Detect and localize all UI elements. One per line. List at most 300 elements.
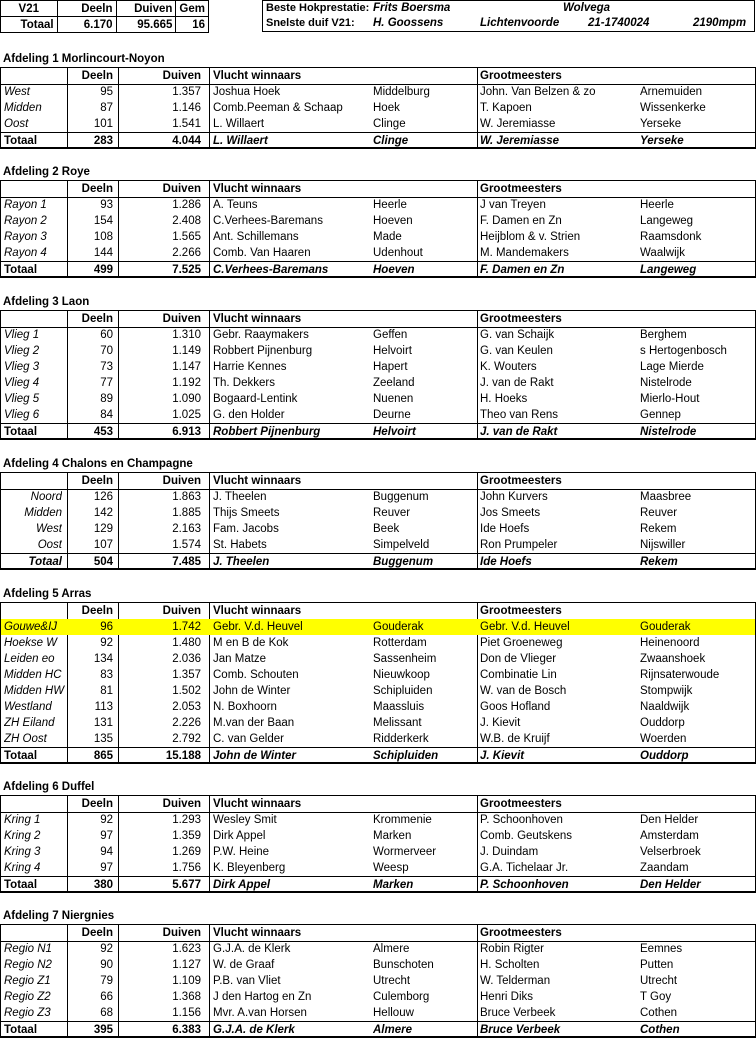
header-row [1,796,755,812]
section-table [0,602,756,764]
table-cell: Robbert Pijnenburg [213,426,321,438]
section-table [0,310,756,440]
table-cell: Culemborg [373,991,430,1003]
section-bottom-border [1,762,755,764]
table-cell: Goos Hofland [480,701,551,713]
header-row [1,925,755,941]
table-cell: 87 [100,102,113,114]
table-cell: Don de Vlieger [480,653,557,665]
table-cell: 1.574 [172,539,201,551]
table-cell: Naaldwijk [640,701,690,713]
table-row [1,327,755,343]
table-cell: 108 [93,231,113,243]
table-cell: Regio Z1 [4,975,51,987]
table-cell: Ron Prumpeler [480,539,558,551]
table-cell: 1.368 [172,991,201,1003]
table-cell: Deeln [81,475,113,487]
best-loft-label: Beste Hokprestatie: [266,2,370,14]
table-cell: Piet Groeneweg [480,637,563,649]
table-cell: Vlieg 5 [4,393,40,405]
table-cell: Bogaard-Lentink [213,393,298,405]
table-cell: 113 [94,701,113,713]
table-cell: Combinatie Lin [480,669,557,681]
table-cell: Waalwijk [640,247,685,259]
table-cell: Krommenie [373,814,432,826]
table-cell: 1.149 [172,345,201,357]
table-row [1,213,755,229]
table-cell: Weesp [373,862,409,874]
section-title: Afdeling 1 Morlincourt-Noyon [3,53,165,65]
table-cell: P.B. van Vliet [213,975,281,987]
table-cell: Putten [640,959,674,971]
table-cell: Kring 4 [4,862,41,874]
section-bottom-border [1,1036,755,1038]
table-cell: Zeeland [373,377,415,389]
table-cell: Robin Rigter [480,943,544,955]
table-cell: 283 [93,135,113,147]
table-row [1,391,755,407]
table-cell: 2.036 [172,653,201,665]
table-cell: Grootmeesters [480,927,562,939]
table-cell: Ide Hoefs [480,556,532,568]
table-cell: G.J.A. de Klerk [213,943,291,955]
table-cell: Nuenen [373,393,414,405]
fastest-place: Lichtenvoorde [480,17,560,29]
hdr-v21: V21 [1,1,58,17]
table-cell: Vlucht winnaars [213,605,302,617]
best-loft-name: Frits Boersma [373,2,451,14]
table-cell: Westland [4,701,52,713]
table-cell: Oost [37,539,62,551]
table-cell: Simpelveld [373,539,430,551]
table-cell: Utrecht [640,975,678,987]
section-bottom-border [1,438,755,440]
table-row [1,989,755,1005]
section-table [0,795,756,893]
table-cell: Lage Mierde [640,361,704,373]
header-row [1,68,755,84]
table-cell: Deeln [81,70,113,82]
table-cell: Duiven [162,927,201,939]
header-row [1,181,755,197]
table-cell: Grootmeesters [480,798,562,810]
table-cell: 2.266 [172,247,201,259]
table-cell: 499 [93,264,113,276]
table-cell: Deeln [81,313,113,325]
table-cell: J. Kievit [480,750,525,762]
best-performance-box [262,0,755,32]
totals-table [0,0,209,33]
header-row [1,311,755,327]
table-cell: Made [373,231,402,243]
table-cell: John. Van Belzen & zo [480,86,596,98]
table-cell: Helvoirt [373,426,416,438]
table-cell: 1.357 [172,669,201,681]
table-cell: Regio N2 [4,959,52,971]
table-row [1,715,755,731]
table-row [1,651,755,667]
table-row [1,521,755,537]
table-cell: Reuver [640,507,678,519]
table-cell: Vlieg 3 [4,361,40,373]
table-cell: 134 [93,653,113,665]
table-cell: M en B de Kok [213,637,289,649]
table-cell: 97 [100,862,113,874]
table-cell: 89 [100,393,113,405]
table-cell: Den Helder [640,814,699,826]
table-cell: Totaal [4,750,38,762]
table-cell: Hellouw [373,1007,414,1019]
table-cell: Beek [373,523,400,535]
table-cell: 1.025 [172,409,201,421]
table-cell: Deeln [81,927,113,939]
table-cell: 1.742 [172,621,201,633]
table-cell: Mierlo-Hout [640,393,700,405]
table-cell: Th. Dekkers [213,377,275,389]
table-cell: N. Boxhoorn [213,701,277,713]
section-table [0,180,756,278]
table-cell: 92 [100,943,113,955]
table-cell: Hoeven [373,264,415,276]
table-cell: 2.792 [172,733,201,745]
table-cell: 5.677 [172,879,201,891]
table-cell: Middelburg [373,86,430,98]
table-cell: Duiven [162,605,201,617]
table-cell: Wormerveer [373,846,437,858]
table-cell: J van Treyen [480,199,546,211]
table-cell: C.Verhees-Baremans [213,264,329,276]
table-cell: Hoekse W [4,637,58,649]
table-cell: Theo van Rens [480,409,558,421]
table-cell: A. Teuns [213,199,258,211]
table-cell: John Kurvers [480,491,548,503]
table-cell: Wissenkerke [640,102,706,114]
table-cell: Midden HW [4,685,65,697]
table-cell: Deeln [81,605,113,617]
table-cell: Ide Hoefs [480,523,530,535]
table-row [1,941,755,957]
table-cell: Vlieg 1 [4,329,40,341]
table-cell: Rayon 2 [4,215,47,227]
table-cell: 77 [100,377,113,389]
table-cell: 1.310 [172,329,201,341]
table-cell: 1.286 [172,199,201,211]
table-cell: Harrie Kennes [213,361,287,373]
table-cell: Kring 2 [4,830,41,842]
table-cell: 7.485 [172,556,201,568]
section-bottom-border [1,147,755,149]
table-cell: Duiven [162,183,201,195]
table-cell: Comb. Schouten [213,669,299,681]
table-cell: Almere [373,943,410,955]
table-cell: P. Schoonhoven [480,879,569,891]
table-cell: Clinge [373,118,406,130]
table-row [1,489,755,505]
hdr-deeln: Deeln [57,1,116,17]
table-cell: 107 [93,539,113,551]
table-cell: Vlieg 6 [4,409,40,421]
table-cell: 94 [100,846,113,858]
table-cell: Marken [373,830,412,842]
table-cell: Midden HC [4,669,62,681]
table-cell: 95 [100,86,113,98]
table-row [1,537,755,553]
table-cell: Oost [4,118,29,130]
table-cell: 1.109 [172,975,201,987]
section-title: Afdeling 5 Arras [3,588,92,600]
table-cell: 1.541 [172,118,201,130]
table-cell: Kring 3 [4,846,41,858]
table-row [1,683,755,699]
table-cell: 60 [100,329,113,341]
table-cell: G. van Keulen [480,345,553,357]
table-cell: Reuver [373,507,411,519]
table-cell: Ridderkerk [373,733,429,745]
table-cell: 6.383 [172,1024,201,1036]
table-cell: Wesley Smit [213,814,277,826]
table-cell: Bruce Verbeek [480,1007,556,1019]
table-cell: F. Damen en Zn [480,215,562,227]
table-row [1,699,755,715]
table-cell: G. van Schaijk [480,329,555,341]
table-cell: Gebr. V.d. Heuvel [480,621,570,633]
table-cell: Raamsdonk [640,231,702,243]
table-cell: C.Verhees-Baremans [213,215,323,227]
fastest-pigeon-row [263,16,754,32]
table-cell: Vlucht winnaars [213,927,302,939]
section-title: Afdeling 7 Niergnies [3,910,115,922]
table-cell: Mvr. A.van Horsen [213,1007,307,1019]
table-cell: 129 [93,523,113,535]
hdr-total-gem: 16 [176,17,209,33]
table-cell: Deeln [81,183,113,195]
table-cell: Yerseke [640,118,682,130]
table-cell: Totaal [4,1024,38,1036]
table-cell: Melissant [373,717,422,729]
table-cell: St. Habets [213,539,267,551]
table-cell: Velserbroek [640,846,701,858]
table-cell: 1.090 [172,393,201,405]
table-row [1,844,755,860]
table-cell: Ouddorp [640,750,689,762]
table-cell: Gebr. V.d. Heuvel [213,621,303,633]
fastest-ring: 21-1740024 [588,17,650,29]
table-cell: Rayon 4 [4,247,47,259]
table-row [1,635,755,651]
table-cell: Stompwijk [640,685,693,697]
table-cell: C. van Gelder [213,733,284,745]
table-cell: Totaal [4,135,38,147]
table-cell: Grootmeesters [480,183,562,195]
table-cell: Totaal [4,879,38,891]
table-cell: P.W. Heine [213,846,270,858]
table-cell: Jos Smeets [480,507,541,519]
table-cell: W. Jeremiasse [480,135,560,147]
table-cell: Udenhout [373,247,423,259]
table-cell: Vlieg 2 [4,345,40,357]
table-cell: G. den Holder [213,409,285,421]
table-cell: Nistelrode [640,377,692,389]
table-cell: Yerseke [640,135,684,147]
table-cell: Duiven [162,798,201,810]
table-cell: Maasbree [640,491,692,503]
table-cell: Vlucht winnaars [213,313,302,325]
table-cell: 453 [93,426,113,438]
table-cell: s Hertogenbosch [640,345,727,357]
table-cell: G.A. Tichelaar Jr. [480,862,569,874]
table-cell: Henri Diks [480,991,534,1003]
table-cell: Utrecht [373,975,411,987]
table-cell: Hoek [373,102,400,114]
table-cell: J. Theelen [213,556,270,568]
table-cell: Midden [24,507,62,519]
table-cell: W. Jeremiasse [480,118,556,130]
table-row [1,100,755,116]
table-cell: Rijnsaterwoude [640,669,720,681]
table-cell: K. Bleyenberg [213,862,286,874]
table-cell: 1.756 [172,862,201,874]
table-cell: Langeweg [640,264,697,276]
table-cell: 1.269 [172,846,201,858]
table-row [1,359,755,375]
table-cell: Noord [30,491,62,503]
table-cell: Kring 1 [4,814,41,826]
table-cell: 2.408 [172,215,201,227]
table-cell: 79 [100,975,113,987]
table-cell: 1.293 [172,814,201,826]
table-cell: 395 [93,1024,113,1036]
section-table [0,67,756,149]
table-cell: 7.525 [172,264,201,276]
table-cell: Vlucht winnaars [213,798,302,810]
table-cell: Gouderak [373,621,424,633]
table-cell: Ant. Schillemans [213,231,299,243]
table-cell: Regio N1 [4,943,52,955]
table-cell: Den Helder [640,879,701,891]
table-cell: 68 [100,1007,113,1019]
table-cell: Marken [373,879,414,891]
table-cell: 1.480 [172,637,201,649]
table-cell: J den Hartog en Zn [213,991,312,1003]
fastest-label: Snelste duif V21: [266,17,355,29]
table-cell: Duiven [162,313,201,325]
table-cell: Ouddorp [640,717,685,729]
table-row [1,973,755,989]
table-cell: 93 [100,199,113,211]
table-cell: 380 [93,879,113,891]
table-cell: ZH Oost [4,733,47,745]
table-cell: Regio Z2 [4,991,51,1003]
table-cell: John de Winter [213,685,291,697]
table-cell: Leiden eo [4,653,55,665]
table-cell: Bruce Verbeek [480,1024,561,1036]
table-cell: Regio Z3 [4,1007,51,1019]
table-cell: 73 [100,361,113,373]
section-table [0,924,756,1038]
best-loft-place: Wolvega [563,2,611,14]
table-cell: 1.502 [172,685,201,697]
table-cell: 92 [100,637,113,649]
section-title: Afdeling 3 Laon [3,296,90,308]
table-cell: 1.359 [172,830,201,842]
table-cell: W.B. de Kruijf [480,733,550,745]
table-cell: 1.623 [172,943,201,955]
section-table [0,472,756,570]
table-cell: 504 [93,556,113,568]
table-cell: West [36,523,62,535]
table-cell: Deeln [81,798,113,810]
table-cell: Rekem [640,523,677,535]
header-row [1,473,755,489]
table-cell: Eemnes [640,943,683,955]
hdr-total-deeln: 6.170 [57,17,116,33]
table-cell: Vlieg 4 [4,377,40,389]
hdr-total-duiven: 95.665 [116,17,176,33]
table-cell: ZH Eiland [4,717,55,729]
table-cell: Totaal [4,426,38,438]
table-cell: 1.147 [172,361,201,373]
table-cell: Woerden [640,733,687,745]
table-cell: 6.913 [172,426,201,438]
table-cell: Joshua Hoek [213,86,281,98]
section-title: Afdeling 6 Duffel [3,781,95,793]
hdr-gem: Gem [176,1,209,17]
section-title: Afdeling 4 Chalons en Champagne [3,458,193,470]
table-cell: Fam. Jacobs [213,523,279,535]
table-cell: Vlucht winnaars [213,183,302,195]
table-cell: Sassenheim [373,653,437,665]
table-cell: 1.192 [172,377,201,389]
table-cell: Gouwe&IJ [4,621,58,633]
table-cell: 70 [100,345,113,357]
section-bottom-border [1,276,755,278]
table-cell: Schipluiden [373,685,433,697]
table-cell: Nieuwkoop [373,669,430,681]
table-cell: T Goy [640,991,672,1003]
table-cell: Duiven [162,70,201,82]
table-cell: Vlucht winnaars [213,70,302,82]
table-cell: 4.044 [172,135,201,147]
table-row [1,343,755,359]
table-cell: 144 [93,247,113,259]
table-cell: 126 [93,491,113,503]
table-row [1,812,755,828]
table-cell: 154 [93,215,113,227]
table-cell: W. de Graaf [213,959,275,971]
table-cell: 101 [93,118,113,130]
table-cell: 1.565 [172,231,201,243]
table-cell: 15.188 [165,750,201,762]
table-cell: 66 [100,991,113,1003]
table-cell: Schipluiden [373,750,439,762]
table-cell: Grootmeesters [480,475,562,487]
table-cell: Grootmeesters [480,605,562,617]
table-cell: 81 [100,685,113,697]
table-cell: 1.863 [172,491,201,503]
table-cell: Nijswiller [640,539,686,551]
table-row [1,229,755,245]
table-cell: Dirk Appel [213,830,266,842]
table-cell: Helvoirt [373,345,412,357]
fastest-name: H. Goossens [373,17,444,29]
table-cell: 83 [100,669,113,681]
table-cell: Heerle [640,199,674,211]
table-cell: Dirk Appel [213,879,271,891]
table-row [1,828,755,844]
table-cell: Duiven [162,475,201,487]
table-row [1,84,755,100]
table-row [1,245,755,261]
